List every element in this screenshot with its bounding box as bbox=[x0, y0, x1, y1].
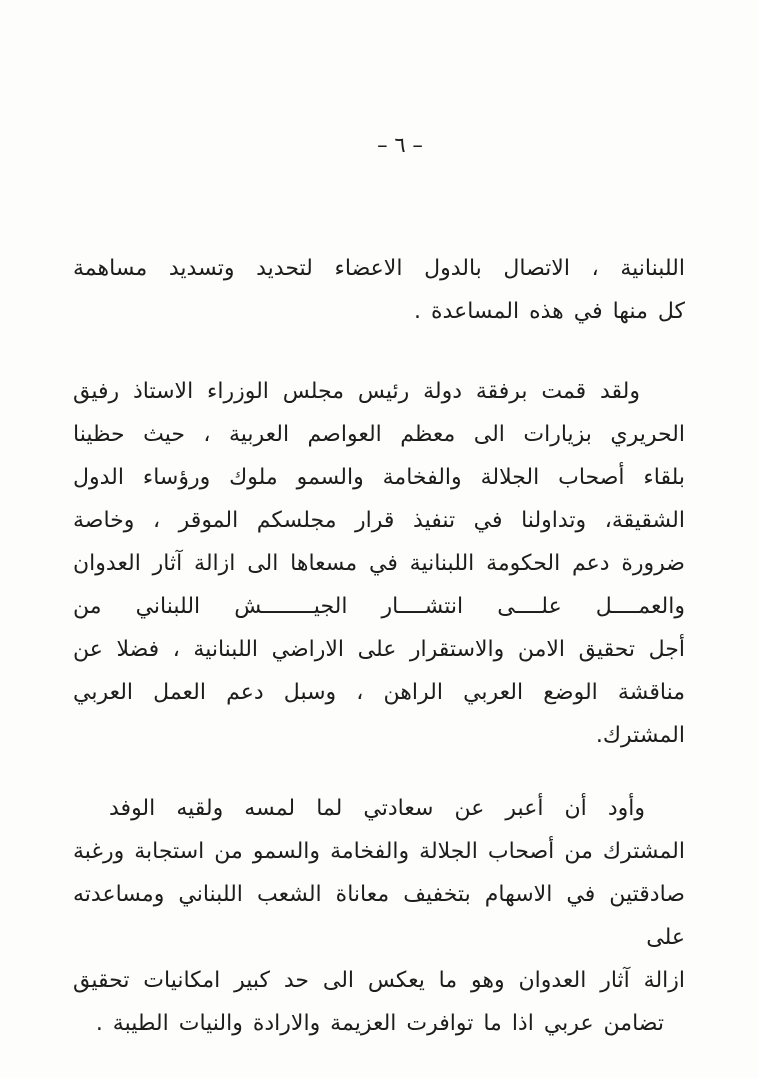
text-line: والعمــــل علــــى انتشــــار الجيــــــــش اللبناني من bbox=[73, 594, 685, 619]
paragraph-gratitude bbox=[73, 787, 685, 1045]
text-line: ضرورة دعم الحكومة اللبنانية في مسعاها الى ازالة آثار العدوان bbox=[73, 551, 685, 576]
text-line: صادقتين في الاسهام بتخفيف معاناة الشعب اللبناني ومساعدته على bbox=[73, 882, 685, 950]
text-line: اللبنانية ، الاتصال بالدول الاعضاء لتحديد وتسديد مساهمة bbox=[73, 256, 685, 281]
text-line: أجل تحقيق الامن والاستقرار على الاراضي اللبنانية ، فضلا عن bbox=[73, 637, 685, 662]
paragraph-visits bbox=[73, 370, 685, 757]
text-line: ولقد قمت برفقة دولة رئيس مجلس الوزراء الاستاذ رفيق bbox=[73, 379, 640, 404]
text-line: الشقيقة، وتداولنا في تنفيذ قرار مجلسكم الموقر ، وخاصة bbox=[73, 508, 685, 533]
page-number: – ٦ – bbox=[377, 133, 423, 157]
text-line: كل منها في هذه المساعدة . bbox=[414, 299, 685, 324]
text-line: وأود أن أعبر عن سعادتي لما لمسه ولقيه الوفد bbox=[109, 796, 645, 821]
text-line: تضامن عربي اذا ما توافرت العزيمة والارادة والنيات الطيبة . bbox=[95, 1011, 664, 1036]
paragraph-continuation bbox=[73, 247, 685, 333]
text-line: مناقشة الوضع العربي الراهن ، وسبل دعم العمل العربي المشترك. bbox=[73, 680, 685, 748]
text-line: بلقاء أصحاب الجلالة والفخامة والسمو ملوك ورؤساء الدول bbox=[73, 465, 685, 490]
text-line: المشترك من أصحاب الجلالة والفخامة والسمو من استجابة ورغبة bbox=[73, 839, 685, 864]
text-line: ازالة آثار العدوان وهو ما يعكس الى حد كبير امكانيات تحقيق bbox=[73, 968, 685, 993]
text-line: الحريري بزيارات الى معظم العواصم العربية ، حيث حظينا bbox=[73, 422, 685, 447]
